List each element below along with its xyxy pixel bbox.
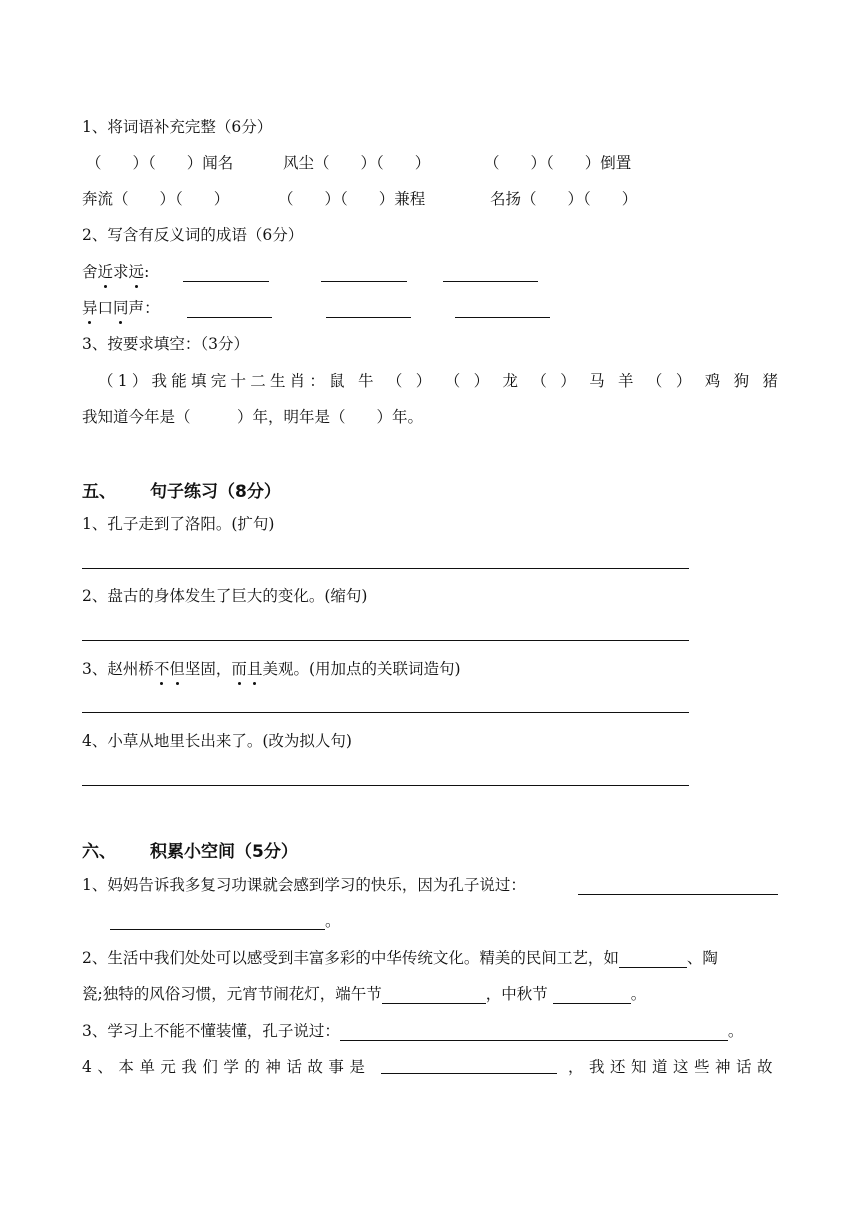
answer-blank[interactable] [326,301,411,318]
answer-blank[interactable] [578,878,778,895]
q4-2-idiom-2: 异口同声： [82,299,160,317]
emphasis-dot-char: 但 [169,660,185,678]
emphasis-dot-char: 不 [153,660,170,678]
q4-1-item-2: 风尘（ ）（ ） [283,154,431,172]
q4-1-item-3: （ ）（ ）倒置 [484,154,632,172]
emphasis-dot-char: 异 [82,299,98,317]
answer-blank[interactable] [340,1024,728,1041]
q6-1-end: 。 [325,912,341,930]
answer-blank[interactable] [619,951,687,968]
q6-2-line-2: 瓷;独特的风俗习惯，元宵节闹花灯，端午节 ，中秋节 。 [82,985,647,1003]
answer-line[interactable] [82,568,689,569]
answer-blank[interactable] [381,1057,557,1074]
q4-1-title: 1、将词语补充完整（6分） [82,118,273,136]
emphasis-dot-char: 同 [113,299,129,317]
answer-blank[interactable] [183,265,269,282]
answer-blank[interactable] [187,301,272,318]
q4-3-title: 3、按要求填空：（3分） [82,335,249,353]
answer-blank[interactable] [110,913,325,930]
q4-3-zodiac-line: （1）我能填完十二生肖：鼠 牛 （ ） （ ） 龙 （ ） 马 羊 （ ） 鸡 狗 猪 [98,372,778,390]
emphasis-dot-char: 且 [246,660,263,678]
q6-4: 4、本单元我们学的神话故事是 ，我还知道这些神话故 [82,1058,778,1076]
q5-3: 3、赵州桥不但坚固，而且美观。(用加点的关联词造句) [82,660,461,678]
section-6-heading: 六、 积累小空间（5分） [82,842,298,862]
q4-1-item-1: （ ）（ ）闻名 [86,154,234,172]
answer-line[interactable] [82,785,689,786]
q4-1-item-5: （ ）（ ）兼程 [278,190,426,208]
answer-line[interactable] [82,712,689,713]
answer-blank[interactable] [553,987,631,1004]
q4-1-item-6: 名扬（ ）（ ） [490,190,638,208]
q5-4: 4、小草从地里长出来了。(改为拟人句) [82,732,352,750]
answer-blank[interactable] [382,987,486,1004]
q5-1: 1、孔子走到了洛阳。(扩句) [82,515,275,533]
q4-2-title: 2、写含有反义词的成语（6分） [82,226,304,244]
q4-1-item-4: 奔流（ ）（ ） [82,190,230,208]
answer-blank[interactable] [321,265,407,282]
answer-line[interactable] [82,640,689,641]
answer-blank[interactable] [443,265,538,282]
q5-2: 2、盘古的身体发生了巨大的变化。(缩句) [82,587,368,605]
q4-3-year-line: 我知道今年是（ ）年，明年是（ ）年。 [82,408,424,426]
q6-2-line-1: 2、生活中我们处处可以感受到丰富多彩的中华传统文化。精美的民间工艺，如 、陶 [82,949,718,967]
q6-3: 3、学习上不能不懂装懂，孔子说过： 。 [82,1022,744,1040]
emphasis-dot-char: 而 [231,660,247,678]
q4-2-idiom-1: 舍近求远: [82,263,150,281]
emphasis-dot-char: 远 [128,263,145,281]
emphasis-dot-char: 近 [97,263,114,281]
q6-1-line-1: 1、妈妈告诉我多复习功课就会感到学习的快乐，因为孔子说过： [82,876,526,894]
answer-blank[interactable] [455,301,550,318]
section-5-heading: 五、 句子练习（8分） [82,482,281,502]
